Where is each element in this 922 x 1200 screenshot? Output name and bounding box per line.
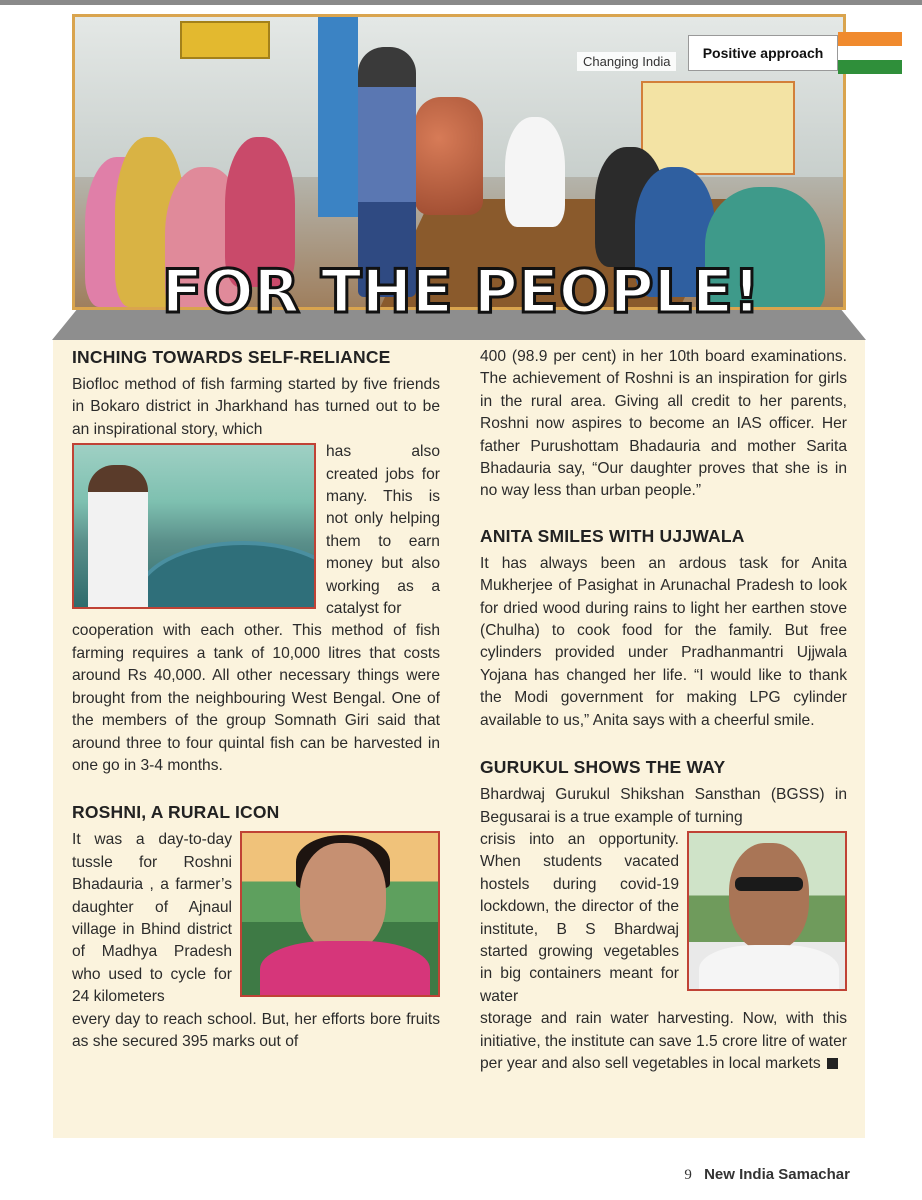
flag-white-band [838,46,902,60]
photo-pillar [318,17,358,217]
gurukul-body-text: storage and rain water harvesting. Now, with this initiative, the institute can save 1.5 crore litre of water per year and also sell vegetables in local markets [480,1010,847,1072]
section-tag-positive-approach: Positive approach [688,35,838,71]
gurukul-lead: Bhardwaj Gurukul Shikshan Sansthan (BGSS) in Begusarai is a true example of turning [480,786,847,826]
photo-banner [641,81,795,175]
right-column [480,346,847,1075]
page-number: 9 [684,1167,692,1183]
gurukul-body [480,1008,847,1075]
biofloc-body: cooperation with each other. This method of fish farming requires a tank of 10,000 litres that costs around Rs 40,000. All other necessary things were brought from the neighbouring West Bengal. One of the members of the group Somnath Giri said that around three to four quintal fish can be harvested in one go in 3-4 months. [72,622,440,774]
flag-green-band [838,60,902,74]
roshni-photo [240,831,440,997]
photo-face [300,843,386,953]
left-column [72,346,440,1053]
roshni-body: every day to reach school. But, her efforts bore fruits as she secured 395 marks out of [72,1010,440,1050]
heading-anita: ANITA SMILES WITH UJJWALA [480,525,745,546]
biofloc-wrap-text: has also created jobs for many. This is not only helping them to earn money but also working as a catalyst for [326,443,440,618]
top-rule [0,0,922,5]
roshni-wrap-text: It was a day-to-day tussle for Roshni Bhadauria , a farmer’s daughter of Ajnaul village in Bhind district of Madhya Pradesh who used to cycle for 24 kilometers [72,831,232,1006]
heading-roshni: ROSHNI, A RURAL ICON [72,802,280,823]
photo-shirt [699,945,839,991]
director-photo [687,831,847,991]
anita-body: It has always been an ardous task for Anita Mukherjee of Pasighat in Arunachal Pradesh to look for dried wood during rains to light her earthen stove (Chulha) to cook food for the family. But free cylinders provided under Pradhanmantri Ujjwala Yojana has changed her life. “I would like to thank the Modi government for making LPG cylinder available to us,” Anita says with a cheerful smile. [480,554,847,729]
page-footer [684,1166,850,1184]
photo-fish-tank [134,541,316,609]
indian-flag-icon [838,32,902,74]
heading-self-reliance: INCHING TOWARDS SELF-RELIANCE [72,347,391,367]
photo-farmer [88,465,148,609]
photo-lpg-cylinder [415,97,483,215]
heading-gurukul: GURUKUL SHOWS THE WAY [480,757,726,778]
gurukul-wrap-text: crisis into an opportunity. When students vacated hostels during covid-19 lockdown, the director of the institute, B S Bhardwaj started growing vegetables in big containers meant for water [480,830,679,1005]
publication-name: New India Samachar [704,1166,850,1183]
photo-sunglasses [735,877,803,891]
photo-person [505,117,565,227]
biofloc-lead: Biofloc method of fish farming started by five friends in Bokaro district in Jharkhand has turned out to be an inspirational story, which [72,376,440,438]
page-headline: FOR THE PEOPLE! [161,257,761,327]
biofloc-photo [72,443,316,609]
photo-face [729,843,809,951]
photo-shirt [260,941,430,997]
roshni-continued: 400 (98.9 per cent) in her 10th board examinations. The achievement of Roshni is an inspiration for girls in the rural area. Giving all credit to her parents, Roshni now aspires to become an IAS officer. Her father Purushottam Bhadauria and mother Sarita Bhadauria say, “Our daughter proves that she is in no way less than urban people.” [480,348,847,500]
photo-sign [180,21,270,59]
end-of-article-icon [827,1058,838,1069]
section-tag-changing-india: Changing India [577,52,676,71]
flag-saffron-band [838,32,902,46]
